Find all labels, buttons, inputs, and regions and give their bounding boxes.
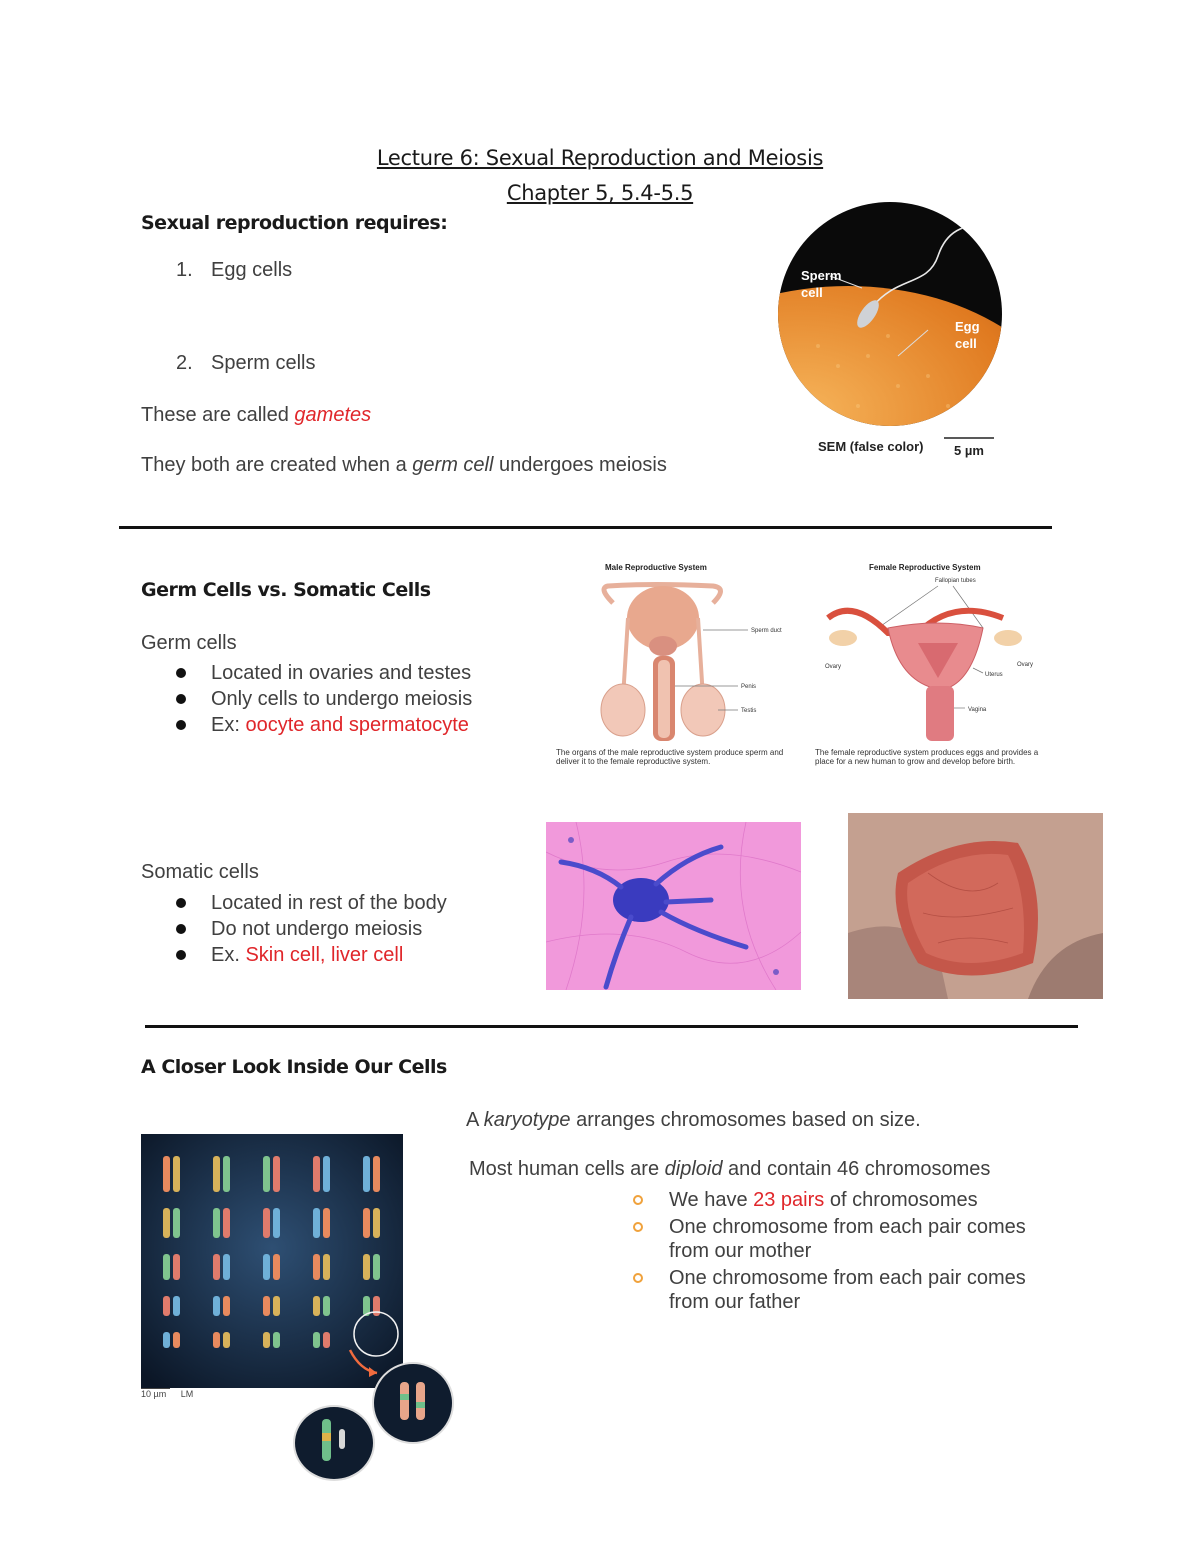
label-fallopian-tubes: Fallopian tubes [935,578,976,584]
bullet-icon [176,694,186,704]
page-title: Lecture 6: Sexual Reproduction and Meiosis [376,146,824,170]
chromosome-mark [373,1156,380,1192]
chromosome-mark [263,1254,270,1280]
diploid-sentence: Most human cells are diploid and contain 46 chromosomes [469,1158,991,1180]
karyotype-scale: 10 µm LM [141,1389,194,1399]
sperm-label-2: cell [801,285,823,300]
label-sperm-duct: Sperm duct [751,628,782,634]
bullet-icon [176,924,186,934]
list-item: One chromosome from each pair comes from our father [631,1266,1071,1314]
chromosome-mark [223,1156,230,1192]
egg-label: Egg [955,319,980,334]
chromosome-mark [223,1254,230,1280]
list-item: Located in rest of the body [141,890,541,916]
chromosome-mark [273,1332,280,1348]
bullet-icon [176,720,186,730]
chromosome-mark [323,1296,330,1316]
list-item-sperm [176,352,316,375]
bullet-icon [176,668,186,678]
chromosome-mark [163,1332,170,1348]
label-uterus: Uterus [985,672,1003,678]
pairs-count: 23 pairs [753,1189,825,1211]
scale-label: 5 µm [954,443,984,458]
chromosome-mark [323,1156,330,1192]
chromosome-mark [323,1254,330,1280]
list-item: Ex: oocyte and spermatocyte [141,712,561,738]
label-penis: Penis [741,684,757,690]
gametes-sentence [141,404,371,427]
germ-suffix: undergoes meiosis [493,454,667,476]
chromosome-mark [173,1208,180,1238]
list-item-label: Egg cells [211,259,293,281]
germ-example: oocyte and spermatocyte [245,714,469,736]
chromosome-mark [173,1296,180,1316]
germ-cell-term: germ cell [412,454,494,476]
chromosome-mark [223,1332,230,1348]
section-heading-sexual-reproduction: Sexual reproduction requires: [141,212,448,234]
section-divider [119,526,1052,529]
chromosome-mark [363,1254,370,1280]
female-caption: The female reproductive system produces eggs and provides a place for a new human to grow and develop before birth. [815,748,1039,766]
diploid-term: diploid [664,1158,723,1180]
chromosome-mark [173,1332,180,1348]
male-caption: The organs of the male reproductive system produce sperm and deliver it to the female reproductive system. [556,748,784,766]
male-system-title: Male Reproductive System [605,563,707,572]
nerve-cell-micrograph [546,822,801,990]
chromosome-mark [163,1296,170,1316]
chromosome-mark [163,1254,170,1280]
list-item: Do not undergo meiosis [141,916,541,942]
karyotype-sentence: A karyotype arranges chromosomes based on size. [466,1109,921,1131]
chromosome-mark [313,1332,320,1348]
chromosome-mark [263,1208,270,1238]
ring-bullet-icon [633,1273,643,1283]
list-number: 1. [176,259,193,281]
sperm-egg-sem-image [778,196,1008,486]
chromosome-mark [263,1296,270,1316]
chromosome-mark [323,1208,330,1238]
somatic-cells-list [141,890,541,968]
chromosome-mark [313,1254,320,1280]
karyotype-term: karyotype [483,1109,571,1131]
chromosome-mark [373,1254,380,1280]
somatic-example: Skin cell, liver cell [245,944,404,966]
gametes-term: gametes [294,404,372,426]
chromosome-mark [223,1296,230,1316]
chromosome-mark [263,1156,270,1192]
gametes-prefix: These are called [141,404,295,426]
germ-prefix: They both are created when a [141,454,413,476]
chromosome-mark [213,1332,220,1348]
arrow-icon [345,1345,385,1380]
bullet-icon [176,950,186,960]
chromosome-mark [163,1208,170,1238]
label-ovary-left: Ovary [825,664,842,670]
chromosome-mark [373,1296,380,1316]
chromosome-facts-list [631,1188,1071,1314]
skin-cell-sem-image [848,813,1103,999]
list-item: Only cells to undergo meiosis [141,686,561,712]
list-number: 2. [176,352,193,374]
chromosome-mark [363,1208,370,1238]
xy-chromosomes-zoom [293,1405,375,1481]
section-heading-germ-vs-somatic: Germ Cells vs. Somatic Cells [141,579,431,601]
reproductive-systems-image [553,558,1053,773]
section-heading-closer-look: A Closer Look Inside Our Cells [141,1056,447,1078]
list-item-label: Sperm cells [211,352,316,374]
chromosome-mark [273,1254,280,1280]
list-item: One chromosome from each pair comes from our mother [631,1215,1071,1263]
chromosome-mark [223,1208,230,1238]
chromosome-mark [213,1296,220,1316]
germ-cells-label: Germ cells [141,632,237,654]
chromosome-mark [213,1254,220,1280]
label-vagina: Vagina [968,707,987,713]
female-system-title: Female Reproductive System [869,563,981,572]
list-item: We have 23 pairs of chromosomes [631,1188,1071,1212]
egg-label-2: cell [955,336,977,351]
section-divider [145,1025,1078,1028]
chromosome-mark [313,1156,320,1192]
list-item: Ex. Skin cell, liver cell [141,942,541,968]
ring-bullet-icon [633,1222,643,1232]
chromosome-mark [173,1156,180,1192]
chromosome-mark [373,1208,380,1238]
list-item: Located in ovaries and testes [141,660,561,686]
label-testis: Testis [741,708,757,714]
chromosome-mark [263,1332,270,1348]
chromosome-mark [213,1208,220,1238]
bullet-icon [176,898,186,908]
chromosome-mark [173,1254,180,1280]
chromosome-mark [313,1208,320,1238]
sperm-label: Sperm [801,268,842,283]
sem-caption: SEM (false color) [818,439,924,454]
chromosome-mark [213,1156,220,1192]
germ-cells-list [141,660,561,738]
label-ovary-right: Ovary [1017,662,1034,668]
somatic-cells-label: Somatic cells [141,861,259,883]
chromosome-mark [273,1208,280,1238]
page-subtitle: Chapter 5, 5.4-5.5 [506,181,694,205]
ring-bullet-icon [633,1195,643,1205]
chromosome-mark [273,1296,280,1316]
chromosome-mark [323,1332,330,1348]
chromosome-mark [163,1156,170,1192]
chromosome-mark [363,1156,370,1192]
list-item-egg [176,259,293,282]
germ-cell-sentence [141,454,667,477]
chromosome-mark [273,1156,280,1192]
chromosome-mark [313,1296,320,1316]
